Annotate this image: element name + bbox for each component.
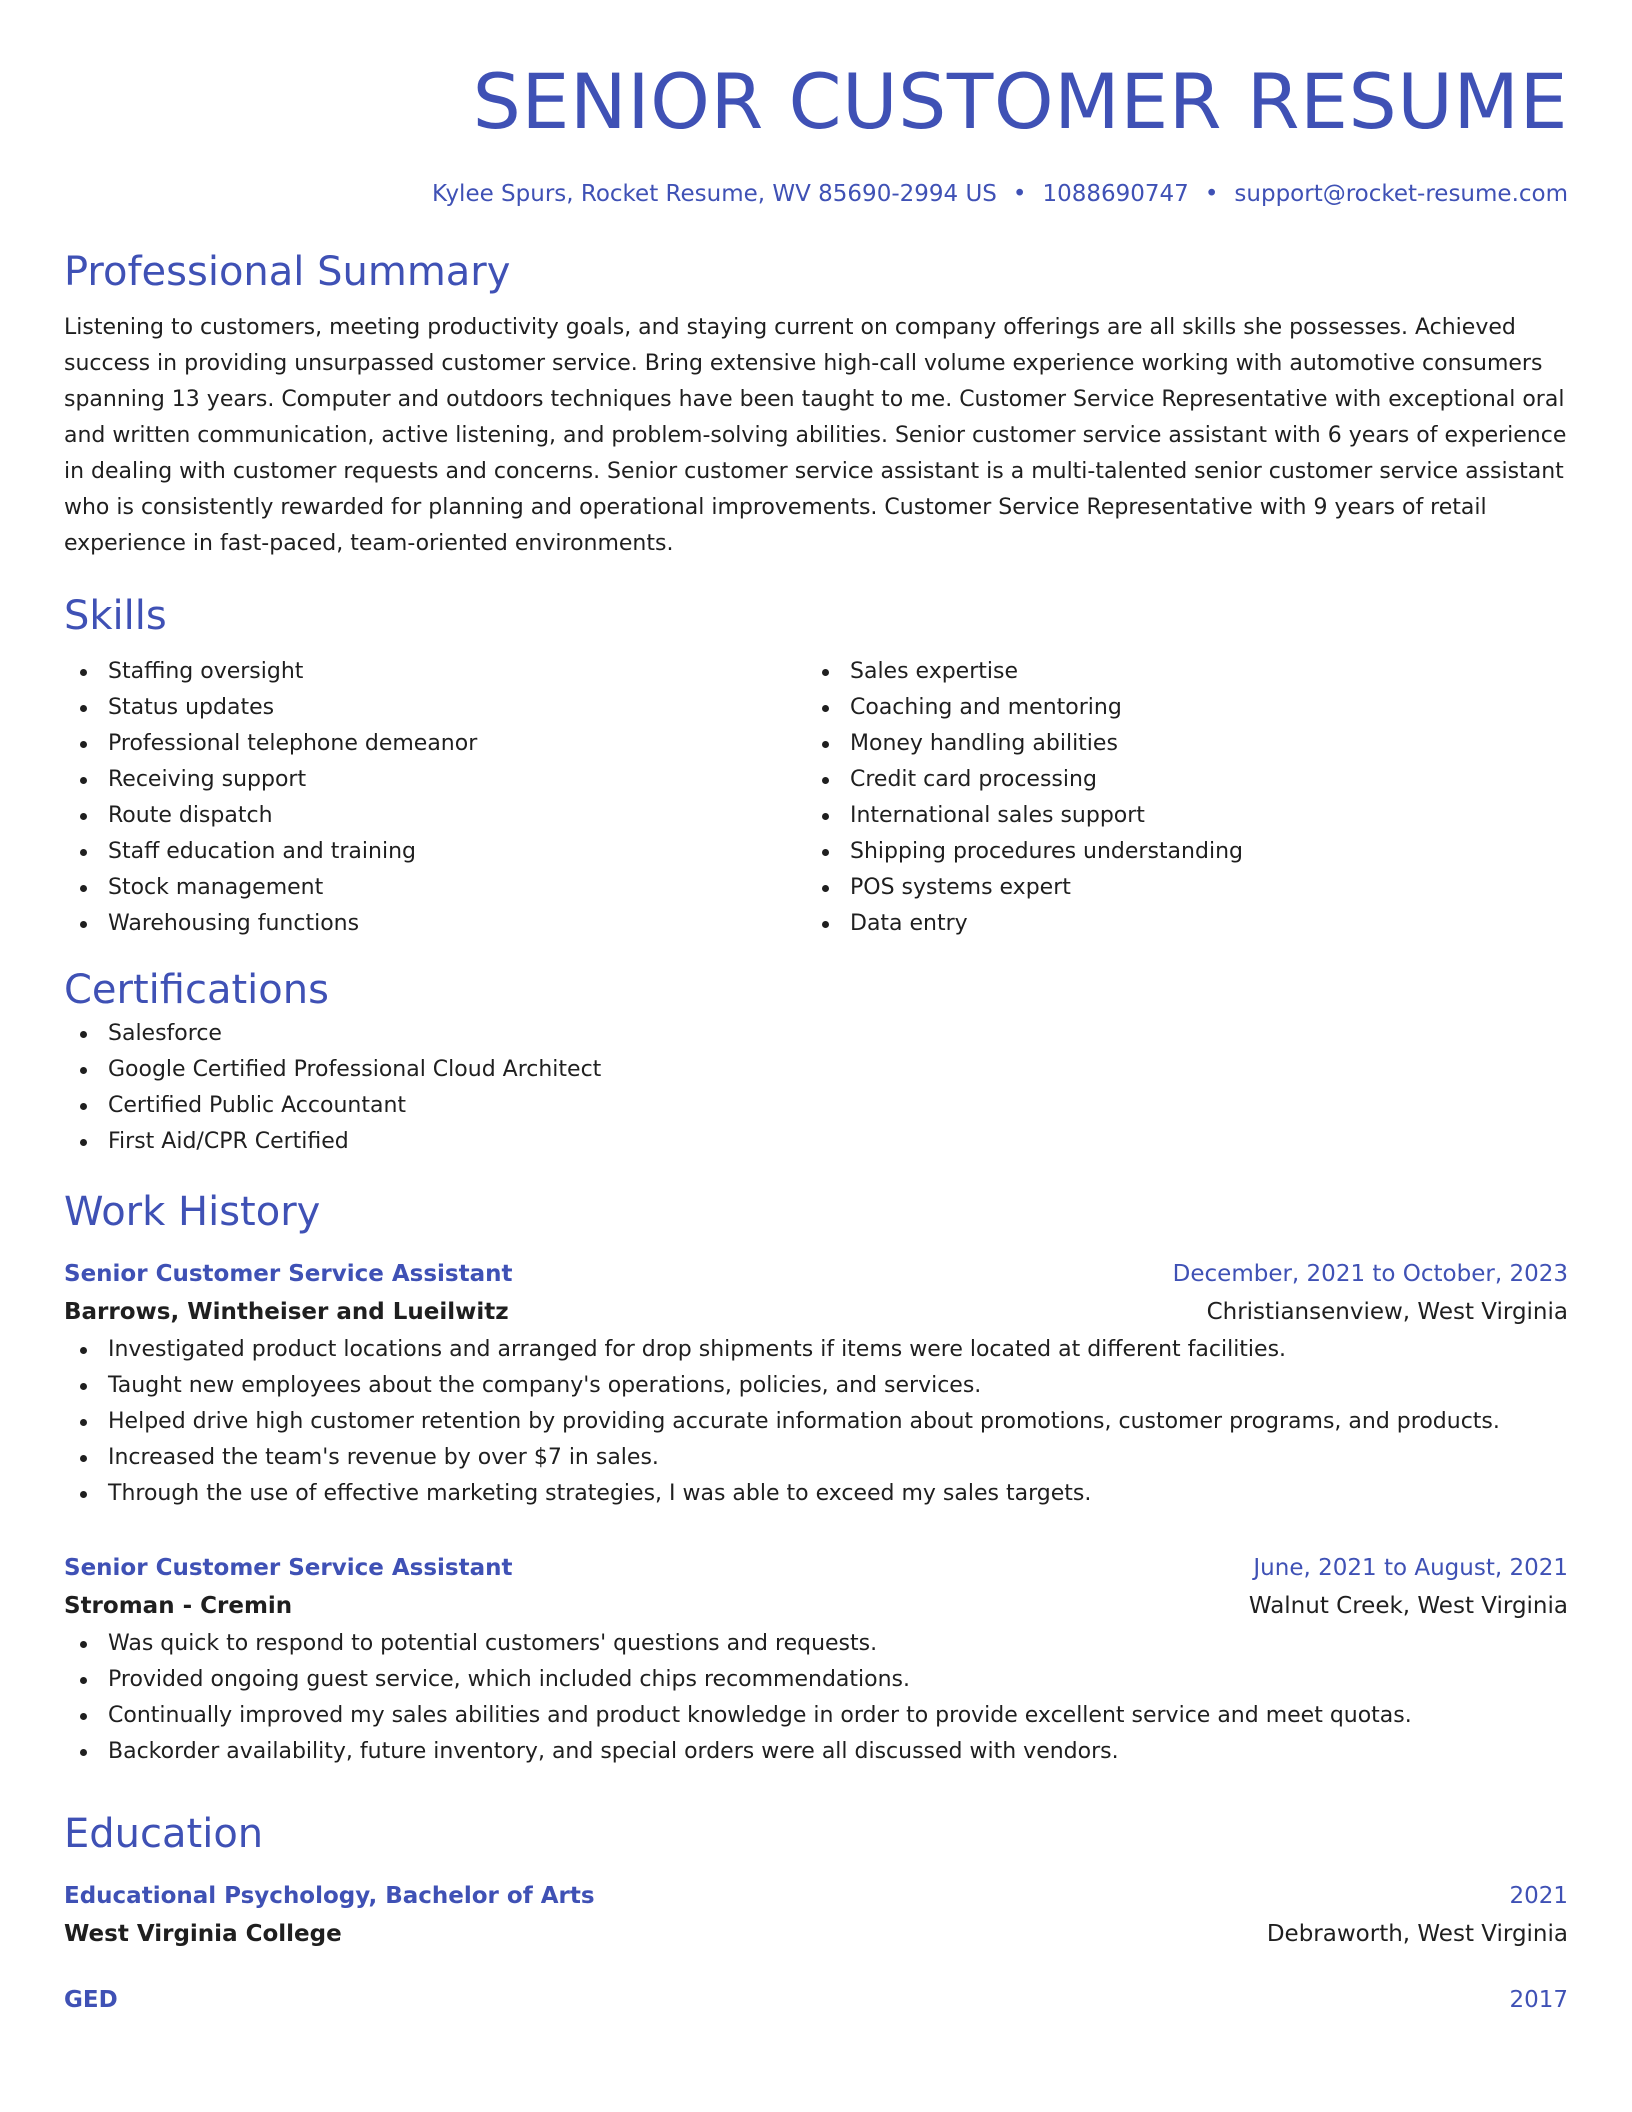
skill-item: Staffing oversight xyxy=(64,654,806,690)
job-dates: June, 2021 to August, 2021 xyxy=(1253,1555,1568,1581)
section-heading-certifications: Certifications xyxy=(64,967,329,1013)
job-employer: Stroman - Cremin xyxy=(64,1593,293,1619)
education-degree: GED xyxy=(64,1987,118,2013)
skill-item: Money handling abilities xyxy=(806,726,1548,762)
skill-item: POS systems expert xyxy=(806,870,1548,906)
job-duties-list xyxy=(64,1626,1568,1770)
skill-item: Stock management xyxy=(64,870,806,906)
contact-phone: 1088690747 xyxy=(1042,181,1189,207)
skill-item: Shipping procedures understanding xyxy=(806,834,1548,870)
summary-text: Listening to customers, meeting productivity goals, and staying current on company offerings are all skills she possesses. Achieved success in providing unsurpassed customer service. Bring extensive high-call volume experience working with automotive consumers spanning 13 years. Computer and outdoors techniques have been taught to me. Customer Service Representative with exceptional oral and written communication, active listening, and problem-solving abilities. Senior customer service assistant with 6 years of experience in dealing with customer requests and concerns. Senior customer service assistant is a multi-talented senior customer service assistant who is consistently rewarded for planning and operational improvements. Customer Service Representative with 9 years of retail experience in fast-paced, team-oriented environments. xyxy=(64,315,1567,556)
job-duty-item: Through the use of effective marketing strategies, I was able to exceed my sales targets. xyxy=(64,1476,1568,1512)
job-header-row xyxy=(64,1550,1568,1586)
education-year: 2021 xyxy=(1509,1883,1568,1909)
job-header-row xyxy=(64,1256,1568,1292)
job-entry xyxy=(64,1550,1568,1770)
skill-item: Sales expertise xyxy=(806,654,1548,690)
job-entry xyxy=(64,1256,1568,1512)
education-location: Debraworth, West Virginia xyxy=(1266,1921,1568,1947)
skill-item: Coaching and mentoring xyxy=(806,690,1548,726)
job-employer-row xyxy=(64,1292,1568,1332)
contact-separator: • xyxy=(1012,181,1027,207)
education-entry xyxy=(64,1982,1568,2018)
education-entry xyxy=(64,1878,1568,1954)
certification-item: First Aid/CPR Certified xyxy=(64,1124,1568,1160)
job-duty-item: Increased the team's revenue by over $7 in sales. xyxy=(64,1440,1568,1476)
job-duty-item: Taught new employees about the company's operations, policies, and services. xyxy=(64,1368,1568,1404)
certifications-list xyxy=(64,1016,1568,1160)
contact-separator: • xyxy=(1204,181,1219,207)
skills-right-column xyxy=(806,654,1548,942)
certification-item: Google Certified Professional Cloud Architect xyxy=(64,1052,1568,1088)
job-title: Senior Customer Service Assistant xyxy=(64,1261,513,1287)
job-duty-item: Helped drive high customer retention by providing accurate information about promotions, customer programs, and products. xyxy=(64,1404,1568,1440)
job-duty-item: Was quick to respond to potential customers' questions and requests. xyxy=(64,1626,1568,1662)
job-duty-item: Backorder availability, future inventory, and special orders were all discussed with vendors. xyxy=(64,1734,1568,1770)
skill-item: Receiving support xyxy=(64,762,806,798)
skills-grid xyxy=(64,654,1568,942)
skill-item: International sales support xyxy=(806,798,1548,834)
section-heading-skills: Skills xyxy=(64,593,167,639)
skill-item: Data entry xyxy=(806,906,1548,942)
certification-item: Certified Public Accountant xyxy=(64,1088,1568,1124)
job-location: Walnut Creek, West Virginia xyxy=(1248,1593,1568,1619)
skill-item: Status updates xyxy=(64,690,806,726)
job-dates: December, 2021 to October, 2023 xyxy=(1172,1261,1568,1287)
education-school-row xyxy=(64,1914,1568,1954)
education-header-row xyxy=(64,1982,1568,2018)
job-employer-row xyxy=(64,1586,1568,1626)
section-heading-summary: Professional Summary xyxy=(64,249,511,295)
education-school: West Virginia College xyxy=(64,1921,342,1947)
skill-item: Professional telephone demeanor xyxy=(64,726,806,762)
education-header-row xyxy=(64,1878,1568,1914)
section-heading-work-history: Work History xyxy=(64,1189,321,1235)
certification-item: Salesforce xyxy=(64,1016,1568,1052)
job-duty-item: Investigated product locations and arranged for drop shipments if items were located at different facilities. xyxy=(64,1332,1568,1368)
contact-email: support@rocket-resume.com xyxy=(1234,181,1568,207)
job-employer: Barrows, Wintheiser and Lueilwitz xyxy=(64,1299,509,1325)
contact-address: Kylee Spurs, Rocket Resume, WV 85690-2994 US xyxy=(432,181,997,207)
job-location: Christiansenview, West Virginia xyxy=(1206,1299,1568,1325)
skill-item: Staff education and training xyxy=(64,834,806,870)
resume-title: SENIOR CUSTOMER RESUME xyxy=(472,57,1568,146)
section-heading-education: Education xyxy=(64,1811,264,1857)
skills-left-column xyxy=(64,654,806,942)
skill-item: Route dispatch xyxy=(64,798,806,834)
education-year: 2017 xyxy=(1509,1987,1568,2013)
job-duties-list xyxy=(64,1332,1568,1512)
skill-item: Credit card processing xyxy=(806,762,1548,798)
job-duty-item: Provided ongoing guest service, which included chips recommendations. xyxy=(64,1662,1568,1698)
job-duty-item: Continually improved my sales abilities and product knowledge in order to provide excellent service and meet quotas. xyxy=(64,1698,1568,1734)
job-title: Senior Customer Service Assistant xyxy=(64,1555,513,1581)
education-degree: Educational Psychology, Bachelor of Arts xyxy=(64,1883,595,1909)
skill-item: Warehousing functions xyxy=(64,906,806,942)
contact-line xyxy=(64,178,1568,210)
